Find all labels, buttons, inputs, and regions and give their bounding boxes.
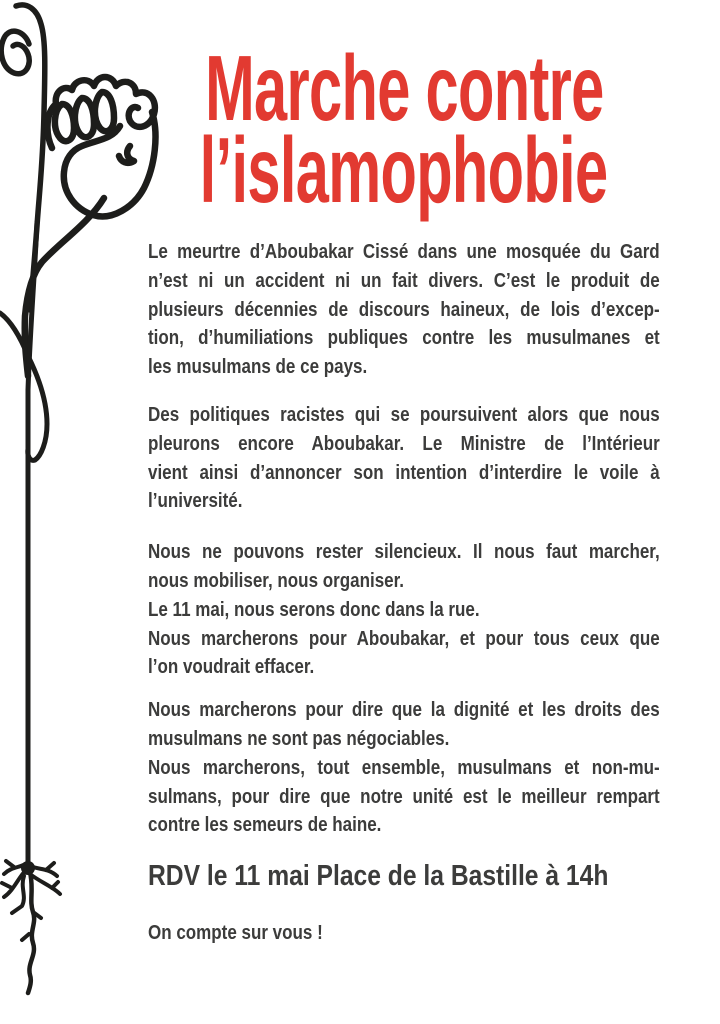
body-line: n’est ni un accident ni un fait divers. C’est le produit de [148,269,660,292]
body-line: l’université. [148,490,243,513]
paragraph-2 [148,401,660,516]
body-line: Le meurtre d’Aboubakar Cissé dans une mosquée du Gard [148,241,660,263]
body-line: contre les semeurs de haine. [148,814,382,837]
body-line: pleurons encore Aboubakar. Le Ministre de l’Intérieur [148,432,660,455]
body-text [148,238,660,948]
body-line: Nous marcherons, tout ensemble, musulmans et non-mu- [148,756,660,779]
body-line: sulmans, pour dire que notre unité est le meilleur rempart [148,785,660,808]
poster-title [148,0,660,222]
root-crown [21,861,35,875]
poster-content [148,0,660,948]
body-line: Le 11 mai, nous serons donc dans la rue. [148,598,480,621]
roots-icon [2,861,60,993]
paragraph-1 [148,238,660,382]
closing-line: On compte sur vous ! [148,922,323,945]
title-line-1: Marche contre [204,36,604,140]
title-row-2 [148,118,660,222]
body-line: l’on voudrait effacer. [148,656,315,679]
title-line-2: l’islamophobie [200,118,608,222]
body-line: Nous ne pouvons rester silencieux. Il nous faut marcher, [148,541,660,564]
paragraph-3 [148,538,660,682]
body-line: musulmans ne sont pas négociables. [148,727,450,750]
body-line: Des politiques racistes qui se poursuivent alors que nous [148,403,660,426]
body-line: vient ainsi d’annoncer son intention d’interdire le voile à [148,461,660,484]
body-line: nous mobiliser, nous organiser. [148,569,405,592]
body-line: plusieurs décennies de discours haineux, de lois d’excep- [148,298,660,321]
body-line: Nous marcherons pour dire que la dignité et les droits des [148,699,660,722]
body-line: tion, d’humiliations publiques contre les musulmanes et [148,327,660,350]
body-line: Nous marcherons pour Aboubakar, et pour tous ceux que [148,627,660,650]
body-line: les musulmans de ce pays. [148,356,368,379]
paragraph-4 [148,696,660,840]
title-row-1 [148,36,660,140]
rendezvous-line: RDV le 11 mai Place de la Bastille à 14h [148,860,609,893]
